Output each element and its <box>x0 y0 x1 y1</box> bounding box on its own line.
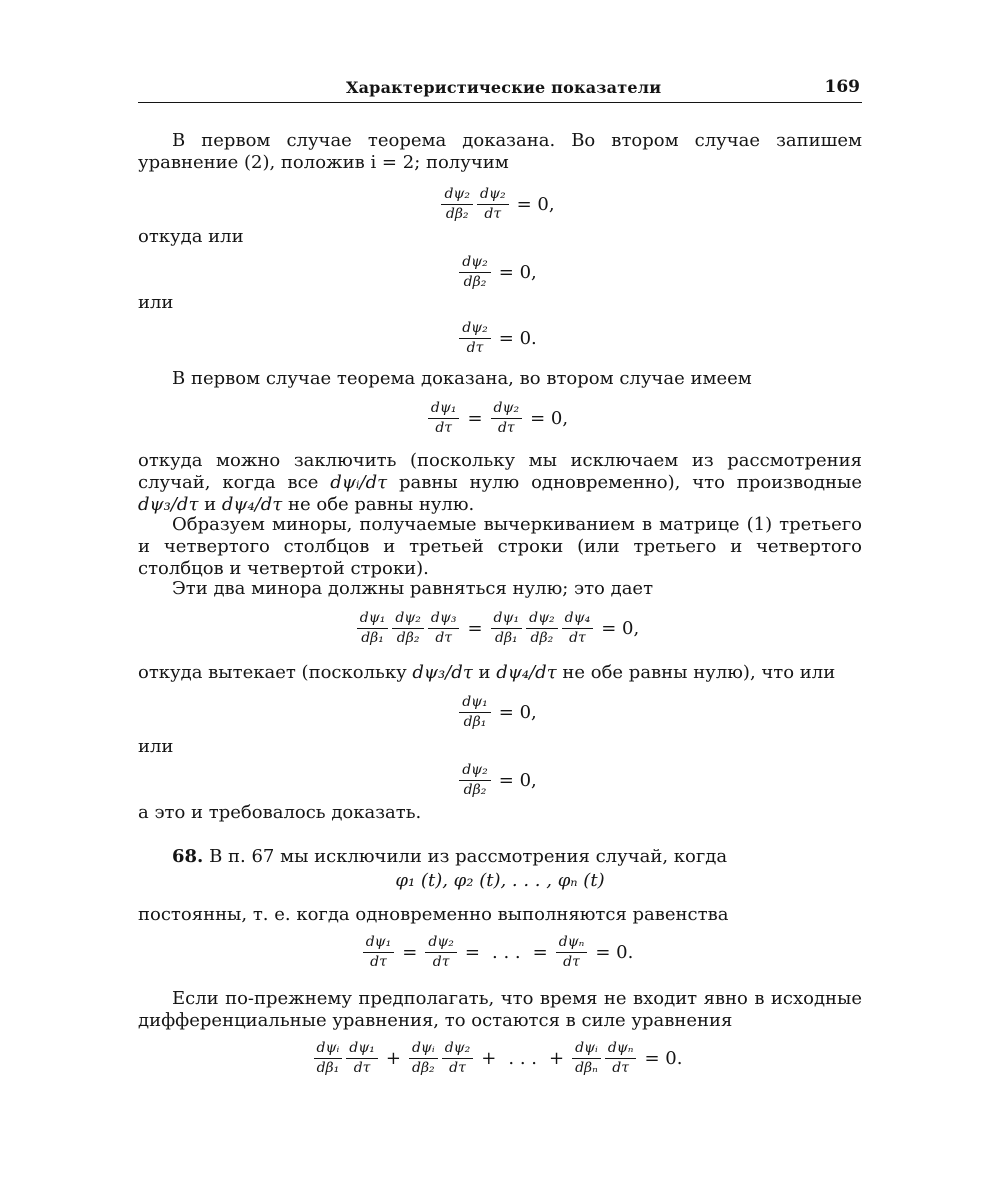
equation <box>138 606 862 647</box>
inline-math: dψ₄/dτ <box>221 494 283 515</box>
equals-sign: = <box>532 942 548 963</box>
equation-tail: = 0. <box>595 942 634 963</box>
equals-sign: = <box>464 942 480 963</box>
text-run: откуда вытекает (поскольку <box>138 662 413 683</box>
equation-tail: = 0. <box>644 1048 683 1069</box>
numerator: dψₙ <box>605 1040 637 1059</box>
equation <box>138 930 862 971</box>
equation-tail: = 0, <box>601 618 640 639</box>
text-run: и <box>472 662 497 683</box>
equation <box>138 316 862 357</box>
denominator: dβₙ <box>575 1060 598 1076</box>
equation-tail: = 0. <box>498 328 537 349</box>
numerator: dψ₂ <box>425 934 457 953</box>
numerator: dψ₃ <box>428 610 460 629</box>
numerator: dψᵢ <box>409 1040 438 1059</box>
equation-tail: = 0, <box>516 194 555 215</box>
denominator: dτ <box>435 630 453 646</box>
inline-math: dψ₄/dτ <box>496 662 557 683</box>
denominator: dτ <box>466 340 484 356</box>
denominator: dβ₁ <box>316 1060 340 1076</box>
paragraph: или <box>138 292 174 313</box>
numerator: dψ₂ <box>526 610 558 629</box>
equation <box>138 396 862 437</box>
numerator: dψ₂ <box>459 254 491 273</box>
denominator: dτ <box>432 954 450 970</box>
denominator: dτ <box>569 630 586 646</box>
denominator: dτ <box>612 1060 630 1076</box>
numerator: dψ₁ <box>491 610 523 629</box>
page-header <box>138 70 862 103</box>
equation <box>138 1036 862 1077</box>
numerator: dψ₂ <box>459 762 491 781</box>
text-run: откуда можно заключить (поскольку мы исключаем из рассмотрения случай, когда все <box>138 450 862 493</box>
denominator: dτ <box>484 206 502 222</box>
numerator: dψₙ <box>556 934 588 953</box>
plus-sign: + <box>481 1048 497 1069</box>
paragraph <box>138 662 862 684</box>
numerator: dψ₂ <box>441 186 473 205</box>
numerator: dψ₂ <box>392 610 424 629</box>
denominator: dβ₁ <box>494 630 518 646</box>
text-run: и <box>198 494 222 515</box>
denominator: dβ₂ <box>445 206 469 222</box>
denominator: dτ <box>370 954 387 970</box>
equation <box>138 182 862 223</box>
text-run: равны нулю одновременно), что производные <box>387 472 862 493</box>
paragraph: Эти два минора должны равняться нулю; это дает <box>172 578 654 599</box>
equation <box>138 690 862 731</box>
numerator: dψᵢ <box>314 1040 343 1059</box>
numerator: dψ₁ <box>357 610 389 629</box>
denominator: dτ <box>497 420 515 436</box>
paragraph: постоянны, т. е. когда одновременно выполняются равенства <box>138 904 729 925</box>
denominator: dτ <box>435 420 453 436</box>
denominator: dτ <box>353 1060 371 1076</box>
denominator: dβ₂ <box>530 630 554 646</box>
function-list: φ₁ (t), φ₂ (t), . . . , φₙ (t) <box>395 870 605 891</box>
denominator: dβ₂ <box>463 782 487 798</box>
book-page <box>138 70 862 1076</box>
denominator: dβ₁ <box>463 714 487 730</box>
denominator: dβ₂ <box>463 274 487 290</box>
equals-sign: = <box>467 618 483 639</box>
text-run: В п. 67 мы исключили из рассмотрения случай, когда <box>209 846 728 867</box>
numerator: dψ₁ <box>459 694 491 713</box>
denominator: dβ₂ <box>396 630 420 646</box>
ellipsis: . . . <box>492 942 521 963</box>
equation <box>138 758 862 799</box>
equation-tail: = 0, <box>530 408 569 429</box>
paragraph: В первом случае теорема доказана. Во втором случае запишем уравнение (2), положив i = 2; получим <box>138 130 862 173</box>
equals-sign: = <box>402 942 418 963</box>
paragraph <box>138 450 862 516</box>
equation-tail: = 0, <box>498 702 537 723</box>
paragraph: Если по-прежнему предполагать, что время не входит явно в исходные дифференциальные уравнения, то остаются в силе уравнения <box>138 988 862 1031</box>
equation-tail: = 0, <box>498 262 537 283</box>
numerator: dψ₂ <box>491 400 523 419</box>
equals-sign: = <box>467 408 483 429</box>
denominator: dτ <box>563 954 580 970</box>
inline-math: dψ₃/dτ <box>412 662 473 683</box>
denominator: dτ <box>449 1060 466 1076</box>
page-number: 169 <box>824 77 860 97</box>
inline-math: dψᵢ/dτ <box>330 472 388 493</box>
equation-tail: = 0, <box>498 770 537 791</box>
paragraph: а это и требовалось доказать. <box>138 802 422 823</box>
numerator: dψ₁ <box>428 400 460 419</box>
text-run: не обе равны нулю), что или <box>556 662 836 683</box>
text-run: не обе равны нулю. <box>282 494 475 515</box>
section-number: 68. <box>172 846 204 867</box>
numerator: dψ₁ <box>363 934 395 953</box>
section-paragraph <box>138 846 862 868</box>
equation <box>138 250 862 291</box>
inline-math: dψ₃/dτ <box>138 494 199 515</box>
denominator: dβ₁ <box>361 630 384 646</box>
plus-sign: + <box>385 1048 401 1069</box>
numerator: dψᵢ <box>572 1040 601 1059</box>
plus-sign: + <box>548 1048 565 1069</box>
denominator: dβ₂ <box>412 1060 435 1076</box>
numerator: dψ₁ <box>346 1040 378 1059</box>
numerator: dψ₄ <box>562 610 594 629</box>
paragraph: откуда или <box>138 226 244 247</box>
paragraph: В первом случае теорема доказана, во втором случае имеем <box>172 368 752 389</box>
paragraph: Образуем миноры, получаемые вычеркиванием в матрице (1) третьего и четвертого столбцов и третьей строки (или третьего и четвертого столбцов и четвертой строки). <box>138 514 862 579</box>
ellipsis: . . . <box>508 1048 537 1069</box>
paragraph: или <box>138 736 174 757</box>
equation <box>138 870 862 891</box>
numerator: dψ₂ <box>477 186 509 205</box>
numerator: dψ₂ <box>442 1040 474 1059</box>
numerator: dψ₂ <box>459 320 491 339</box>
running-title: Характеристические показатели <box>346 78 662 97</box>
